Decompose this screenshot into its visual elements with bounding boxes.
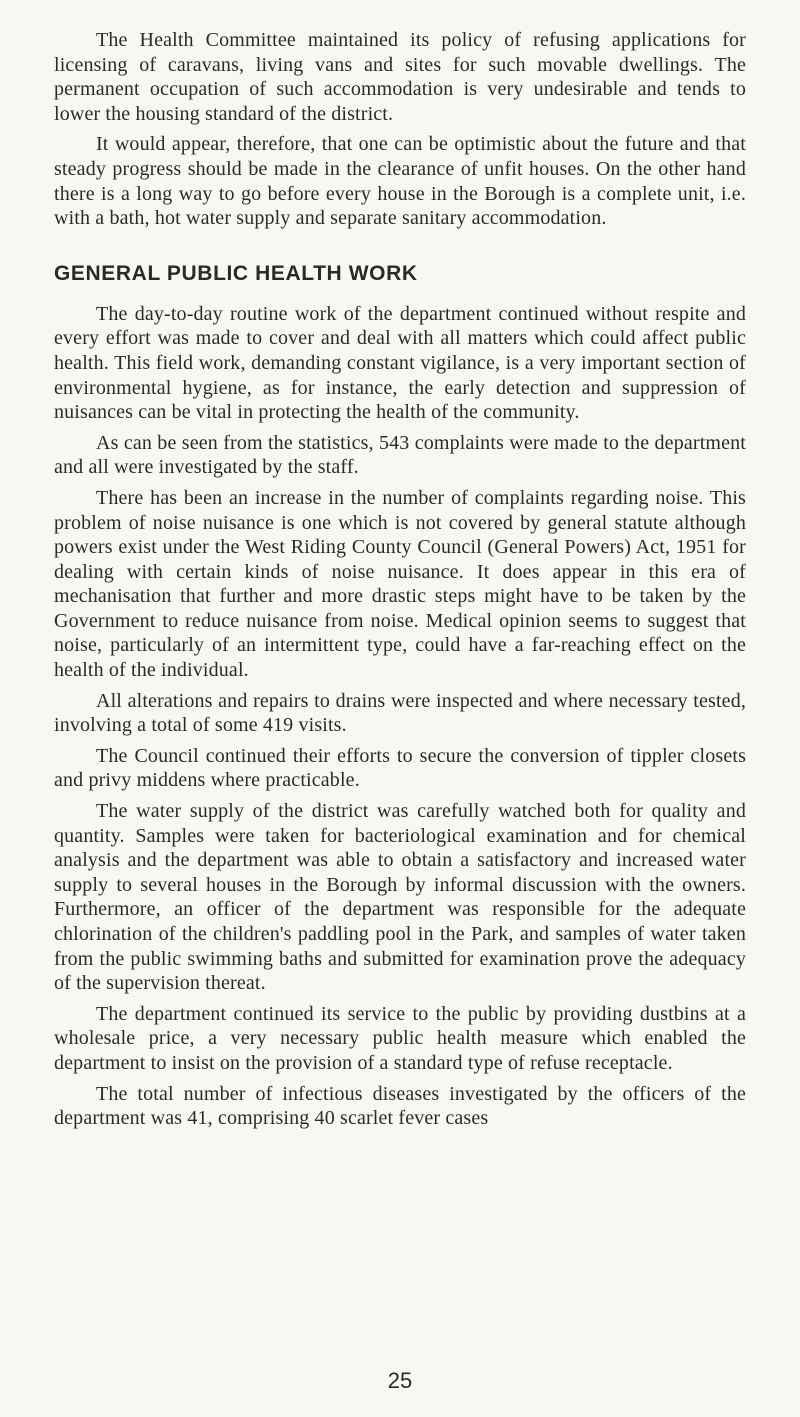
paragraph-caravans: The Health Committee maintained its policy of refusing applications for licensing of caravans, living vans and sites for such movable dwellings. The permanent occupation of such accommodation is very undesirable and tends to lower the housing standard of the district. <box>54 29 746 125</box>
paragraph-infectious-diseases: The total number of infectious diseases investigated by the officers of the department was 41, comprising 40 scarlet fever cases <box>54 1082 746 1130</box>
document-page <box>54 28 746 1137</box>
page-number: 25 <box>387 1368 413 1393</box>
paragraph-complaints: As can be seen from the statistics, 543 complaints were made to the department and all were investigated by the staff. <box>54 431 746 479</box>
paragraph-noise: There has been an increase in the number of complaints regarding noise. This problem of noise nuisance is one which is not covered by general statute although powers exist under the West Riding County Council (General Powers) Act, 1951 for dealing with certain kinds of noise nuisance. It does appear in this era of mechanisation that further and more drastic steps might have to be taken by the Government to reduce nuisance from noise. Medical opinion seems to suggest that noise, particularly of an intermittent type, could have a far-reaching effect on the health of the individual. <box>54 486 746 682</box>
section-heading: GENERAL PUBLIC HEALTH WORK <box>54 261 418 285</box>
paragraph-water-supply: The water supply of the district was carefully watched both for quality and quantity. Samples were taken for bacteriological examination and for chemical analysis and the department was able to obtain a satisfactory and increased water supply to several houses in the Borough by informal discussion with the owners. Furthermore, an officer of the department was responsible for the adequate chlorination of the children's paddling pool in the Park, and samples of water taken from the public swimming baths and submitted for examination prove the adequacy of the supervision thereat. <box>54 800 746 995</box>
paragraph-dustbins: The department continued its service to the public by providing dustbins at a wholesale price, a very necessary public health measure which enabled the department to insist on the provision of a standard type of refuse receptacle. <box>54 1002 746 1074</box>
paragraph-routine-work: The day-to-day routine work of the department continued without respite and every effort was made to cover and deal with all matters which could affect public health. This field work, demanding constant vigilance, is a very important section of environmental hygiene, as for instance, the early detection and suppression of nuisances can be vital in protecting the health of the community. <box>54 302 746 424</box>
paragraph-conversion: The Council continued their efforts to secure the conversion of tippler closets and privy middens where practicable. <box>54 744 746 792</box>
paragraph-drains: All alterations and repairs to drains were inspected and where necessary tested, involving a total of some 419 visits. <box>54 689 746 737</box>
paragraph-housing-outlook: It would appear, therefore, that one can be optimistic about the future and that steady progress should be made in the clearance of unfit houses. On the other hand there is a long way to go before every house in the Borough is a complete unit, i.e. with a bath, hot water supply and separate sanitary accommodation. <box>54 133 746 230</box>
